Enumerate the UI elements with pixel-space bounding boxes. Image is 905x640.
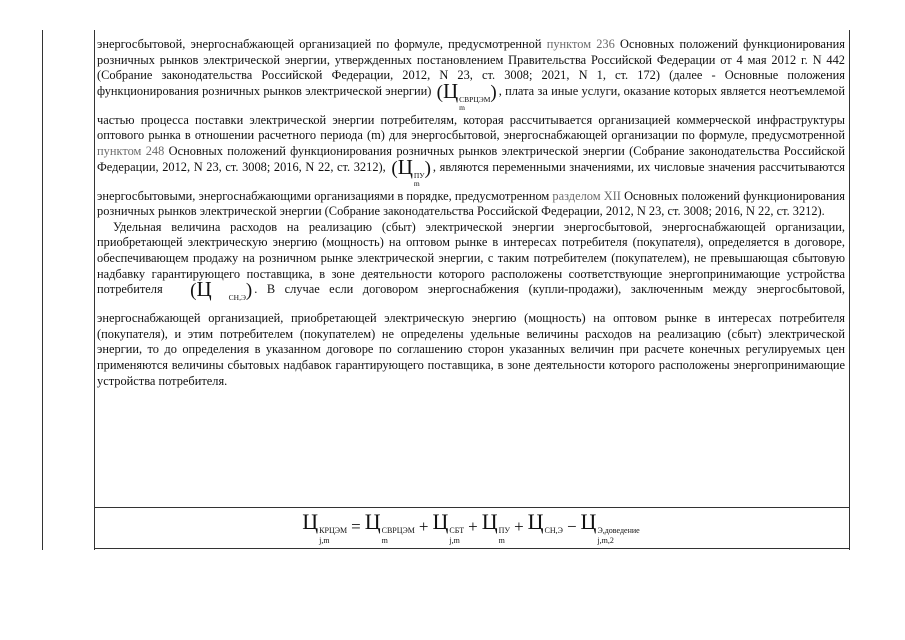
formula-superscript: СН,Э (544, 525, 563, 535)
table-bottom-border (94, 548, 850, 549)
formula-subscript: j,m,2 (597, 535, 614, 545)
price-symbol (391, 154, 431, 189)
formula-symbol: Ц (432, 508, 449, 534)
paragraph (97, 220, 845, 389)
symbol-superscript: ПУ (413, 170, 425, 180)
formula-subscript (545, 536, 563, 546)
symbol-subscript: m (459, 103, 466, 113)
formula-indices (319, 526, 347, 546)
legal-reference-link[interactable]: пунктом 248 (97, 143, 165, 158)
formula-term (433, 509, 465, 546)
symbol-superscript: СН,Э (228, 293, 246, 303)
symbol-close-paren: ) (424, 157, 431, 179)
formula-superscript: КРЦЭМ (319, 525, 348, 535)
formula-indices (449, 526, 464, 546)
paragraph (97, 37, 845, 220)
formula-term (482, 509, 510, 546)
symbol-superscript: СВРЦЭМ (459, 94, 491, 104)
formula-operator: + (468, 517, 478, 536)
formula-superscript: Э,доведение (597, 525, 640, 535)
formula-subscript: j,m (319, 535, 330, 545)
formula-symbol: Ц (364, 508, 381, 534)
paragraph-text: . В случае если договором энергоснабжения (купли-продажи), заключенным между энергосбытовой, энергоснабжающей организацией, приобретающей электрическую энергию (мощность) на оптовом рынке в интересах потребителя (покупателя), и этим потребителем (покупателем) не определены удельные величины расходов на реализацию (сбыт) электрической энергии, то до определения в указанном договоре по соглашению сторон указанных величин при расчете конечных регулируемых цен применяются величины сбытовых надбавок гарантирующего поставщика, в зоне деятельности которого расположены энергопринимающие устройства потребителя. (97, 282, 845, 388)
formula-operator: + (514, 517, 524, 536)
formula-subscript: m (498, 535, 505, 545)
symbol-indices (213, 294, 246, 311)
formula-indices (597, 526, 639, 546)
document-text (97, 37, 845, 389)
formula-symbol: Ц (302, 508, 319, 534)
formula-symbol: Ц (580, 508, 597, 534)
formula-term (302, 509, 347, 546)
symbol-letter: Ц (397, 154, 413, 179)
paragraph-text: , являются переменными значениями, их числовые значения рассчитываются энергосбытовыми, энергоснабжающими организациями в порядке, предусмотренном (97, 159, 845, 203)
formula-term (365, 509, 415, 546)
formula-operator: + (418, 517, 429, 536)
formula-subscript: m (381, 535, 388, 545)
formula-symbol: Ц (527, 508, 544, 534)
formula-operator: − (566, 517, 577, 536)
symbol-open-paren: ( (391, 157, 398, 179)
formula-term (528, 509, 563, 546)
symbol-subscript: m (413, 179, 420, 189)
symbol-indices (459, 96, 490, 113)
formula-indices (499, 526, 510, 546)
symbol-open-paren: ( (436, 81, 443, 103)
formula-superscript: СВРЦЭМ (381, 525, 415, 535)
formula-indices (382, 526, 415, 546)
table-left-border (94, 30, 95, 550)
symbol-subscript (213, 303, 246, 312)
paragraph-text: энергосбытовой, энергоснабжающей организацией по формуле, предусмотренной (97, 37, 547, 51)
formula-indices (545, 526, 563, 546)
symbol-close-paren: ) (245, 280, 253, 302)
paragraph-text: Основных положений функционирования розничных рынков электрической энергии, утвержденных постановлением Правительства Российской Федерации от 4 мая 2012 г. N 442 (Собрание законодательства Российской Федерации, 2012, N 23, ст. 3008; 2021, N 1, ст. 172) (далее - Основные положения функционирования розничных рынков электрической энергии) (97, 37, 845, 98)
symbol-letter: Ц (443, 78, 459, 103)
symbol-open-paren: ( (190, 280, 197, 302)
formula-operator: = (351, 517, 361, 536)
formula-superscript: ПУ (498, 525, 511, 535)
legal-reference-link[interactable]: разделом XII (552, 188, 621, 203)
legal-reference-link[interactable]: пунктом 236 (546, 37, 615, 51)
symbol-letter: Ц (196, 277, 212, 302)
table-right-border (849, 30, 850, 550)
left-margin-line (42, 30, 43, 550)
formula-symbol: Ц (481, 508, 498, 534)
formula-term (581, 509, 640, 546)
price-symbol (436, 78, 497, 113)
paragraph-text: Удельная величина расходов на реализацию (сбыт) электрической энергии энергосбытовой, энергоснабжающей организации, приобретающей электрическую энергию (мощность) на оптовом рынке в интересах потребителя (покупателя), определяется в договоре, обеспечивающем продажу на розничном рынке электрической энергии, с таким потребителем (покупателем), не превышающая сбытовую надбавку гарантирующего поставщика, в зоне деятельности которого расположены соответствующие энергопринимающие устройства потребителя (97, 219, 845, 297)
symbol-indices (414, 172, 425, 189)
paragraph-text: , плата за иные услуги, оказание которых является неотъемлемой частью процесса поставки электрической энергии потребителям, которая рассчитывается организацией коммерческой инфраструктуры оптового рынка в отношении расчетного периода (m) для энергосбытовой, энергоснабжающей организации по формуле, предусмотренной (97, 83, 845, 143)
price-symbol (174, 277, 253, 311)
formula-subscript: j,m (449, 535, 460, 545)
price-formula (97, 508, 845, 546)
symbol-close-paren: ) (490, 81, 497, 103)
paragraph-text: Основных положений функционирования розничных рынков электрической энергии (Собрание законодательства Российской Федерации, 2012, N 23, ст. 3008; 2016, N 22, ст. 3212). (97, 188, 846, 219)
formula-superscript: СБТ (449, 525, 465, 535)
paragraph-text: Основных положений функционирования розничных рынков электрической энергии (Собрание законодательства Российской Федерации, 2012, N 23, ст. 3008; 2016, N 22, ст. 3212), (97, 143, 845, 174)
